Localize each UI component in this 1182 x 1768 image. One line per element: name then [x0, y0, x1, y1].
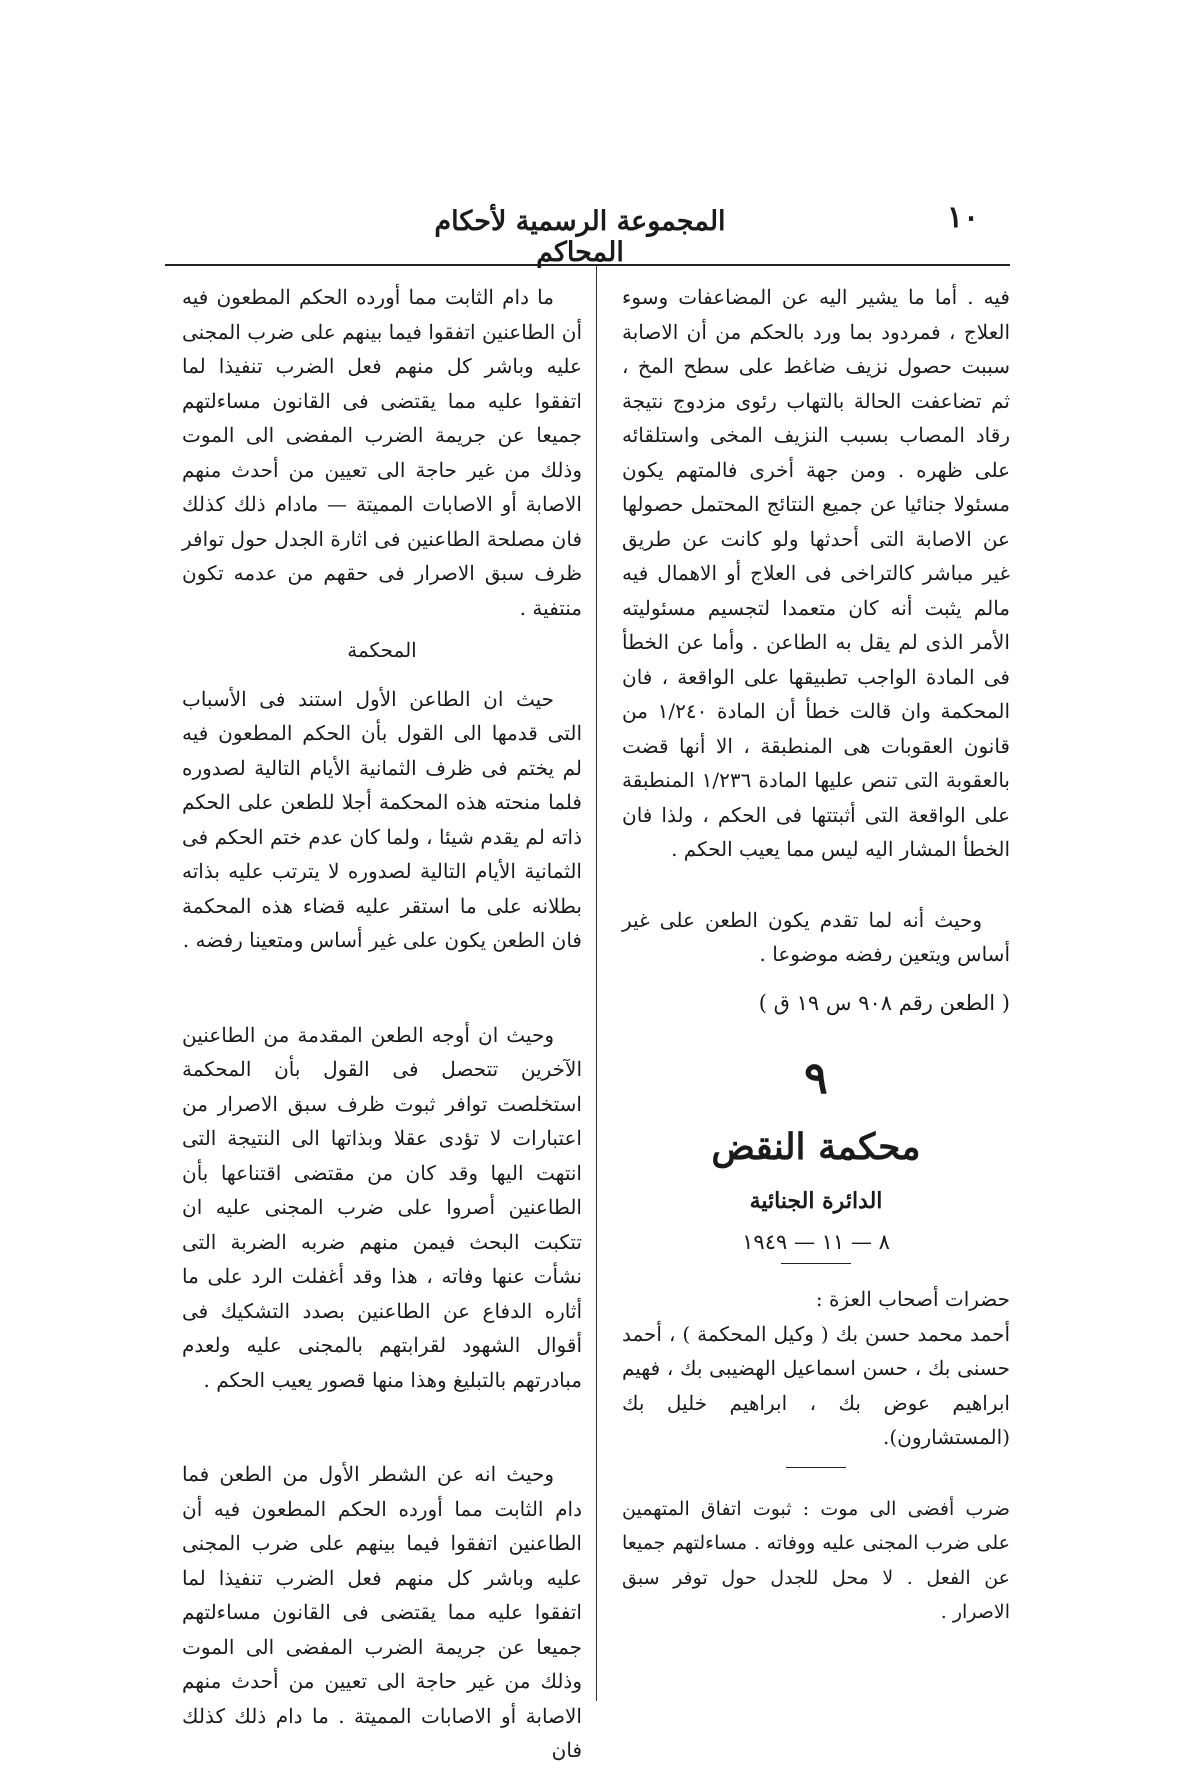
right-column	[622, 280, 1010, 1630]
left-paragraph-1: ما دام الثابت مما أورده الحكم المطعون فيه أن الطاعنين اتفقوا فيما بينهم على ضرب المجنى عليه وباشر كل منهم فعل الضرب تنفيذا لما اتفقوا عليه مما يقتضى فى القانون مساءلتهم جميعا عن جريمة الضرب المفضى الى الموت وذلك من غير حاجة الى تعيين من أحدث منهم الاصابة أو الاصابات المميتة — مادام ذلك كذلك فان مصلحة الطاعنين فى اثارة الجدل حول توافر ظرف سبق الاصرار فى حقهم من عدمه تكون منتفية .	[182, 285, 582, 620]
date-rule	[781, 1263, 851, 1264]
court-name: محكمة النقض	[711, 1126, 921, 1168]
case-number: ٩	[804, 1053, 828, 1104]
right-paragraph-2: وحيث أنه لما تقدم يكون الطعن على غير أساس ويتعين رفضه موضوعا .	[622, 907, 1010, 966]
case-summary: ضرب أفضى الى موت : ثبوت اتفاق المتهمين على ضرب المجنى عليه ووفاته . مساءلتهم جميعا عن الفعل . لا محل للجدل حول توفر سبق الاصرار .	[622, 1497, 1010, 1623]
left-paragraph-2: حيث ان الطاعن الأول استند فى الأسباب التى قدمها الى القول بأن الحكم المطعون فيه لم يختم فى ظرف الثمانية الأيام التالية لصدوره فلما منحته هذه المحكمة أجلا للطعن على الحكم ذاته لم يقدم شيئا ، ولما كان عدم ختم الحكم فى الثمانية الأيام التالية لصدوره لا يترتب عليه بذاته بطلانه على ما استقر عليه قضاء هذه المحكمة فان الطعن يكون على غير أساس ومتعينا رفضه .	[182, 686, 582, 952]
left-column	[182, 280, 582, 1768]
judges-intro: حضرات أصحاب العزة :	[815, 1287, 1010, 1311]
column-divider	[596, 266, 597, 1701]
judges-rule	[786, 1467, 846, 1468]
left-paragraph-3: وحيث ان أوجه الطعن المقدمة من الطاعنين الآخرين تتحصل فى القول بأن المحكمة استخلصت توافر ثبوت ظرف سبق الاصرار من اعتبارات لا تؤدى عقلا وبذاتها الى النتيجة التى انتهت اليها وقد كان من مقتضى اقتناعها بأن الطاعنين أصروا على ضرب المجنى عليه ان تتكبت البحث فيمن منهم ضربه الضربة التى نشأت عنها وفاته ، هذا وقد أغفلت الرد على ما أثاره الدفاع عن الطاعنين بصدد التشكيك فى أقوال الشهود لقرابتهم بالمجنى عليه ولعدم مبادرتهم بالتبليغ وهذا منها قصور يعيب الحكم .	[182, 1022, 582, 1392]
page-number: ١٠	[946, 200, 980, 235]
case-reference: ( الطعن رقم ٩٠٨ س ١٩ ق )	[758, 990, 1010, 1015]
left-paragraph-4: وحيث انه عن الشطر الأول من الطعن فما دام الثابت مما أورده الحكم المطعون فيه أن الطاعنين اتفقوا فيما بينهم على ضرب المجنى عليه وباشر كل منهم فعل الضرب تنفيذا لما اتفقوا عليه مما يقتضى فى القانون مساءلتهم جميعا عن جريمة الضرب المفضى الى الموت وذلك من غير حاجة الى تعيين من أحدث منهم الاصابة أو الاصابات المميتة . ما دام ذلك كذلك فان	[182, 1462, 582, 1762]
section-heading: المحكمة	[347, 638, 417, 662]
session-date: ٨ — ١١ — ١٩٤٩	[742, 1229, 890, 1254]
header-rule	[165, 264, 1010, 266]
running-title: المجموعة الرسمية لأحكام المحاكم	[434, 206, 726, 268]
right-paragraph-1: فيه . أما ما يشير اليه عن المضاعفات وسوء العلاج ، فمردود بما ورد بالحكم من أن الاصابة سببت حصول نزيف ضاغط على سطح المخ ، ثم تضاعفت الحالة بالتهاب رئوى مزدوج نتيجة رقاد المصاب بسبب النزيف المخى واستلقائه على ظهره . ومن جهة أخرى فالمتهم يكون مسئولا جنائيا عن جميع النتائج المحتمل حصولها عن الاصابة التى أحدثها ولو كانت عن طريق غير مباشر كالتراخى فى العلاج أو الاهمال فيه مالم يثبت أنه كان متعمدا لتجسيم مسئوليته الأمر الذى لم يقل به الطاعن . وأما عن الخطأ فى المادة الواجب تطبيقها على الواقعة ، فان المحكمة وان قالت خطأ أن المادة ١/٢٤٠ من قانون العقوبات هى المنطبقة ، الا أنها قضت بالعقوبة التى تنص عليها المادة ١/٢٣٦ المنطبقة على الواقعة التى أثبتتها فى الحكم ، ولذا فان الخطأ المشار اليه ليس مما يعيب الحكم .	[622, 285, 1010, 861]
court-circuit: الدائرة الجنائية	[749, 1188, 883, 1214]
judges-list: أحمد محمد حسن بك ( وكيل المحكمة ) ، أحمد حسنى بك ، حسن اسماعيل الهضيبى بك ، فهيم ابراهيم عوض بك ، ابراهيم خليل بك (المستشارون).	[622, 1321, 1010, 1449]
